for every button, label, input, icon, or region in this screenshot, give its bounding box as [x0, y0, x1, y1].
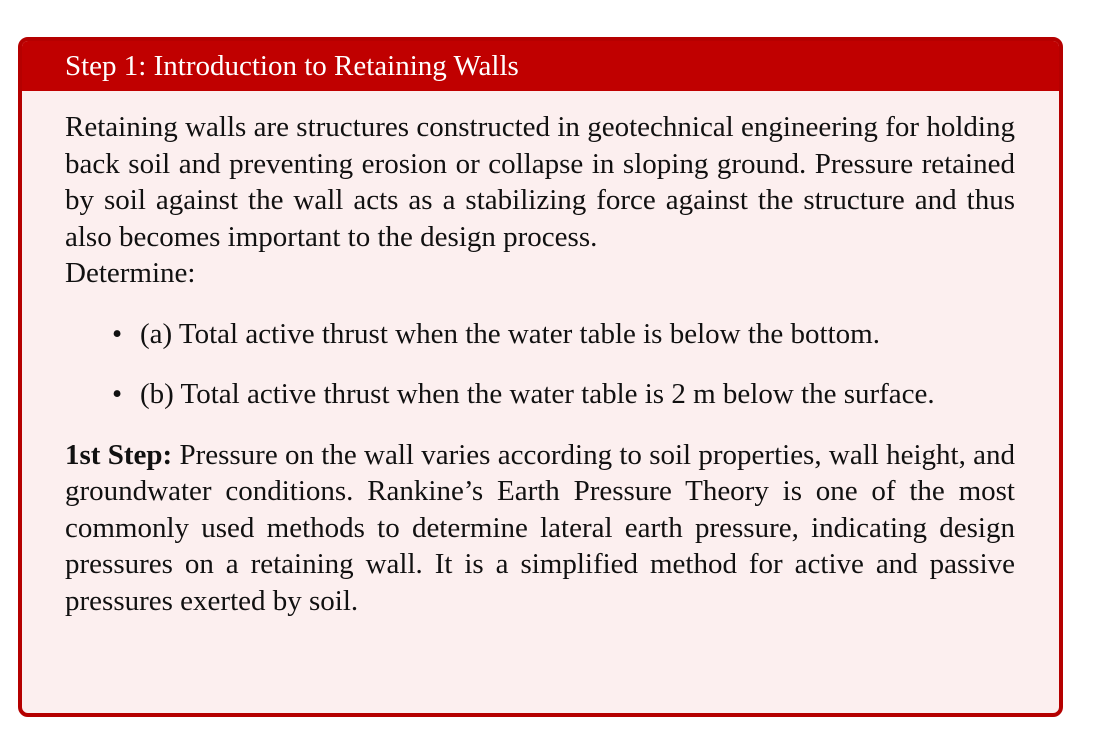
- box-title: Step 1: Introduction to Retaining Walls: [65, 50, 519, 82]
- step-text: Pressure on the wall varies according to soil properties, wall height, and groundwater conditions. Rankine’s Earth Pressure Theory is one of the most commonly used methods to determine lateral earth pressure, indicating design pressures on a retaining wall. It is a simplified method for active and passive pressures exerted by soil.: [65, 438, 1015, 617]
- step-paragraph: [65, 437, 1015, 620]
- bullet-icon: •: [112, 378, 123, 410]
- intro-paragraph: Retaining walls are structures constructed in geotechnical engineering for holding back soil and preventing erosion or collapse in sloping ground. Pressure retained by soil against the wall acts as a stabilizing force against the structure and thus also becomes important to the design process.: [65, 111, 1015, 253]
- determine-label: Determine:: [65, 257, 196, 289]
- step-label: 1st Step:: [65, 438, 173, 471]
- box-body: [22, 91, 1059, 619]
- content-box: [18, 37, 1063, 717]
- task-text: (b) Total active thrust when the water table is 2 m below the surface.: [140, 378, 935, 410]
- list-item: [112, 316, 1015, 353]
- task-list: [65, 316, 1015, 413]
- bullet-icon: •: [112, 317, 123, 350]
- list-item: [112, 376, 1015, 413]
- box-header: [22, 41, 1059, 91]
- task-text: (a) Total active thrust when the water table is below the bottom.: [140, 317, 880, 350]
